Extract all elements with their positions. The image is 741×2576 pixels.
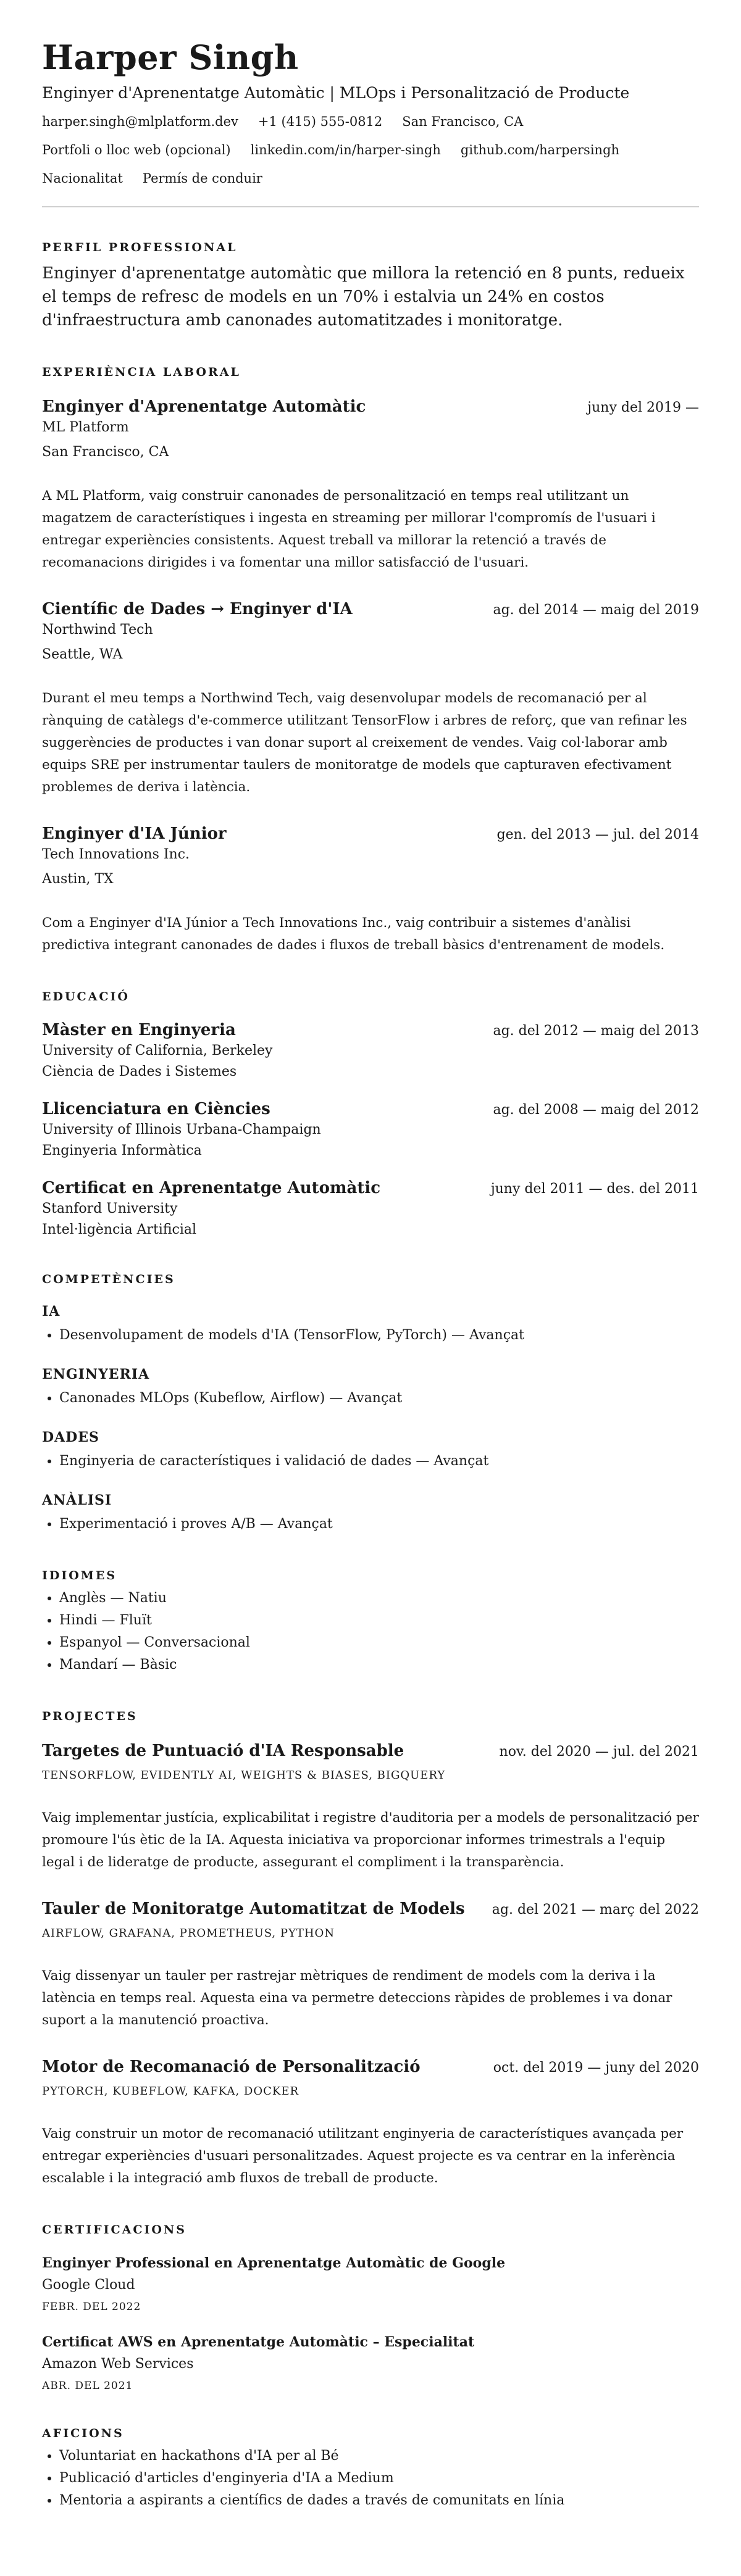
contact-row-primary bbox=[42, 112, 699, 131]
headline: Enginyer d'Aprenentatge Automàtic | MLOps i Personalització de Producte bbox=[42, 84, 630, 102]
contact-license: Permís de conduir bbox=[142, 171, 262, 186]
hobby-item: • Mentoria a aspirants a científics de dades a través de comunitats en línia bbox=[59, 2490, 699, 2512]
summary-title: PERFIL PROFESSIONAL bbox=[42, 241, 238, 254]
hobby-item: • Voluntariat en hackathons d'IA per al Bé bbox=[59, 2445, 699, 2467]
education-dates: ag. del 2012 — maig del 2013 bbox=[493, 1023, 699, 1039]
contact-row-extra bbox=[42, 169, 699, 188]
job-company: Tech Innovations Inc. bbox=[42, 847, 190, 862]
skills-title: COMPETÈNCIES bbox=[42, 1273, 175, 1286]
experience-section bbox=[42, 364, 699, 957]
language-item: • Espanyol — Conversacional bbox=[59, 1632, 699, 1654]
skill-category: IA bbox=[42, 1303, 61, 1319]
certification-issuer: Google Cloud bbox=[42, 2277, 135, 2293]
project-name: Tauler de Monitoratge Automatitzat de Models bbox=[42, 1900, 465, 1918]
experience-entry bbox=[42, 396, 699, 574]
resume-header bbox=[42, 36, 699, 207]
candidate-name: Harper Singh bbox=[42, 38, 299, 77]
project-dates: nov. del 2020 — jul. del 2021 bbox=[499, 1744, 699, 1760]
project-name: Motor de Recomanació de Personalització bbox=[42, 2058, 421, 2076]
job-dates: ag. del 2014 — maig del 2019 bbox=[493, 602, 699, 618]
hobbies-section bbox=[42, 2425, 699, 2512]
skill-category: DADES bbox=[42, 1429, 99, 1445]
project-dates: ag. del 2021 — març del 2022 bbox=[492, 1902, 699, 1917]
languages-title: IDIOMES bbox=[42, 1569, 117, 1582]
language-item: • Hindi — Fluït bbox=[59, 1610, 699, 1632]
skill-category: ANÀLISI bbox=[42, 1492, 112, 1508]
job-role: Científic de Dades → Enginyer d'IA bbox=[42, 600, 353, 618]
field-of-study: Intel·ligència Artificial bbox=[42, 1222, 197, 1237]
language-item: • Anglès — Natiu bbox=[59, 1587, 699, 1610]
job-role: Enginyer d'IA Júnior bbox=[42, 825, 227, 843]
summary-text: Enginyer d'aprenentatge automàtic que millora la retenció en 8 punts, redueix el temps de refresc de models en un 70% i estalvia un 24% en costos d'infraestructura amb canonades automatitzades i monitoratge. bbox=[42, 264, 685, 330]
job-location: Austin, TX bbox=[42, 871, 114, 887]
project-tech: AIRFLOW, GRAFANA, PROMETHEUS, PYTHON bbox=[42, 1927, 335, 1940]
hobby-list bbox=[42, 2445, 699, 2512]
experience-title: EXPERIÈNCIA LABORAL bbox=[42, 365, 241, 379]
language-item: • Mandarí — Bàsic bbox=[59, 1654, 699, 1676]
skill-list bbox=[42, 1387, 699, 1410]
job-dates: gen. del 2013 — jul. del 2014 bbox=[496, 827, 699, 842]
project-entry bbox=[42, 1898, 699, 2032]
contact-github[interactable]: github.com/harpersingh bbox=[460, 143, 620, 157]
experience-entry bbox=[42, 823, 699, 957]
job-company: ML Platform bbox=[42, 420, 129, 435]
skill-item: • Experimentació i proves A/B — Avançat bbox=[59, 1513, 699, 1535]
job-location: San Francisco, CA bbox=[42, 444, 169, 460]
contact-nationality: Nacionalitat bbox=[42, 171, 123, 186]
project-description: Vaig construir un motor de recomanació utilitzant enginyeria de característiques avançada per entregar experiències d'usuari personalitzades. Aquest projecte es va centrar en la inferència escalable i la integració amb fluxos de treball de producte. bbox=[42, 2126, 684, 2186]
hobbies-title: AFICIONS bbox=[42, 2427, 124, 2440]
certification-entry bbox=[42, 2254, 699, 2314]
field-of-study: Ciència de Dades i Sistemes bbox=[42, 1064, 237, 1079]
contact-location: San Francisco, CA bbox=[402, 114, 524, 129]
skill-item: • Enginyeria de característiques i validació de dades — Avançat bbox=[59, 1450, 699, 1473]
experience-entry bbox=[42, 599, 699, 799]
project-dates: oct. del 2019 — juny del 2020 bbox=[493, 2060, 699, 2075]
skill-list bbox=[42, 1513, 699, 1535]
job-description: A ML Platform, vaig construir canonades de personalització en temps real utilitzant un magatzem de característiques i ingesta en streaming per millorar l'compromís de l'usuari i entregar experiències consistents. Aquest treball va millorar la retenció a través de recomanacions dirigides i va fomentar una millor satisfacció de l'usuari. bbox=[42, 488, 656, 570]
certifications-section bbox=[42, 2222, 699, 2393]
job-location: Seattle, WA bbox=[42, 647, 123, 662]
education-title: EDUCACIÓ bbox=[42, 990, 130, 1003]
project-tech: TENSORFLOW, EVIDENTLY AI, WEIGHTS & BIASES, BIGQUERY bbox=[42, 1769, 446, 1782]
certification-date: FEBR. DEL 2022 bbox=[42, 2301, 141, 2313]
project-description: Vaig implementar justícia, explicabilitat i registre d'auditoria per a models de personalització per promoure l'ús ètic de la IA. Aquesta iniciativa va proporcionar informes trimestrals a l'equip legal i de lideratge de producte, assegurant el compliment i la transparència. bbox=[42, 1810, 699, 1870]
job-description: Com a Enginyer d'IA Júnior a Tech Innovations Inc., vaig contribuir a sistemes d'anàlisi predictiva integrant canonades de dades i fluxos de treball bàsics d'entrenament de models. bbox=[42, 915, 665, 953]
certification-name: Enginyer Professional en Aprenentatge Automàtic de Google bbox=[42, 2255, 506, 2271]
education-section bbox=[42, 989, 699, 1239]
certification-entry bbox=[42, 2333, 699, 2393]
contact-email[interactable]: harper.singh@mlplatform.dev bbox=[42, 114, 238, 129]
certification-issuer: Amazon Web Services bbox=[42, 2356, 194, 2372]
contact-portfolio[interactable]: Portfoli o lloc web (opcional) bbox=[42, 143, 231, 157]
project-entry bbox=[42, 2056, 699, 2190]
field-of-study: Enginyeria Informàtica bbox=[42, 1143, 202, 1158]
summary-section bbox=[42, 239, 699, 332]
hobby-item: • Publicació d'articles d'enginyeria d'IA a Medium bbox=[59, 2467, 699, 2490]
project-name: Targetes de Puntuació d'IA Responsable bbox=[42, 1742, 404, 1760]
project-entry bbox=[42, 1740, 699, 1874]
education-entry bbox=[42, 1020, 699, 1081]
contact-phone[interactable]: +1 (415) 555-0812 bbox=[257, 114, 383, 129]
degree: Llicenciatura en Ciències bbox=[42, 1100, 270, 1118]
projects-section bbox=[42, 1708, 699, 2190]
education-entry bbox=[42, 1178, 699, 1239]
education-dates: ag. del 2008 — maig del 2012 bbox=[493, 1102, 699, 1118]
school: University of California, Berkeley bbox=[42, 1043, 273, 1058]
skill-category: ENGINYERIA bbox=[42, 1366, 150, 1382]
languages-section bbox=[42, 1568, 699, 1676]
education-dates: juny del 2011 — des. del 2011 bbox=[490, 1181, 699, 1197]
job-dates: juny del 2019 — bbox=[587, 400, 699, 415]
certification-date: ABR. DEL 2021 bbox=[42, 2380, 133, 2392]
contact-row-links bbox=[42, 141, 699, 159]
contact-linkedin[interactable]: linkedin.com/in/harper-singh bbox=[250, 143, 441, 157]
skills-section bbox=[42, 1271, 699, 1535]
degree: Certificat en Aprenentatge Automàtic bbox=[42, 1179, 381, 1197]
language-list bbox=[42, 1587, 699, 1676]
certification-name: Certificat AWS en Aprenentatge Automàtic – Especialitat bbox=[42, 2334, 475, 2350]
certifications-title: CERTIFICACIONS bbox=[42, 2223, 186, 2237]
projects-title: PROJECTES bbox=[42, 1710, 138, 1723]
job-company: Northwind Tech bbox=[42, 622, 153, 638]
skill-list bbox=[42, 1450, 699, 1473]
job-role: Enginyer d'Aprenentatge Automàtic bbox=[42, 397, 366, 416]
skill-list bbox=[42, 1324, 699, 1347]
education-entry bbox=[42, 1099, 699, 1160]
school: University of Illinois Urbana-Champaign bbox=[42, 1122, 321, 1137]
job-description: Durant el meu temps a Northwind Tech, vaig desenvolupar models de recomanació per al rànquing de catàlegs d'e-commerce utilitzant TensorFlow i arbres de reforç, que van refinar les suggerències de productes i van donar suport al creixement de vendes. Vaig col·laborar amb equips SRE per instrumentar taulers de monitoratge de models que capturaven efectivament problemes de deriva i latència. bbox=[42, 691, 687, 795]
header-divider bbox=[42, 206, 699, 207]
school: Stanford University bbox=[42, 1201, 178, 1216]
project-tech: PYTORCH, KUBEFLOW, KAFKA, DOCKER bbox=[42, 2085, 299, 2098]
degree: Màster en Enginyeria bbox=[42, 1021, 236, 1039]
skill-item: • Desenvolupament de models d'IA (TensorFlow, PyTorch) — Avançat bbox=[59, 1324, 699, 1347]
skill-item: • Canonades MLOps (Kubeflow, Airflow) — Avançat bbox=[59, 1387, 699, 1410]
project-description: Vaig dissenyar un tauler per rastrejar mètriques de rendiment de models com la deriva i la latència en temps real. Aquesta eina va permetre deteccions ràpides de problemes i va donar suport a la manutenció proactiva. bbox=[42, 1968, 672, 2028]
